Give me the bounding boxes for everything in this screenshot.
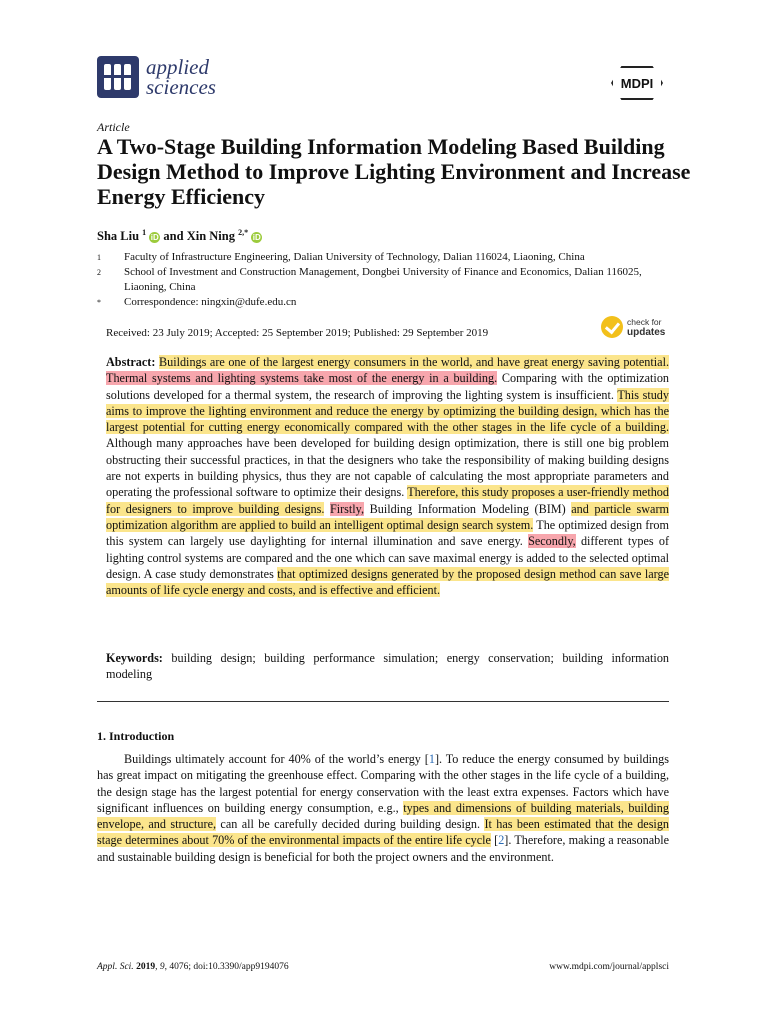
- journal-logo: [97, 56, 216, 98]
- section-heading: 1. Introduction: [97, 729, 175, 743]
- highlight: Secondly,: [528, 534, 576, 549]
- divider: [97, 701, 669, 702]
- orcid-icon[interactable]: iD: [252, 232, 261, 242]
- keywords: Keywords: building design; building performance simulation; energy conservation; building information modeling: [106, 651, 669, 682]
- highlight: Firstly,: [329, 501, 365, 516]
- highlight: Buildings are one of the largest energy consumers in the world, and have great energy saving potential.: [158, 355, 670, 369]
- publication-dates: Received: 23 July 2019; Accepted: 25 September 2019; Published: 29 September 2019: [106, 327, 489, 339]
- author-list: Sha Liu $^1$ iD and Xin Ning $^{2,*}$ iD: [97, 228, 261, 244]
- journal-name: applied sciences: [146, 55, 216, 99]
- citation-link[interactable]: 1: [428, 752, 435, 766]
- publisher-logo: MDPI: [611, 66, 663, 100]
- highlight: This study aims to improve the lighting environment and reduce the energy by optimizing the building design, which has the largest potential for cutting energy economically compared with the other stages in the life cycle of a building.: [106, 387, 669, 435]
- author-name: Sha Liu: [97, 229, 140, 244]
- highlight: and particle swarm optimization algorithm are applied to build an intelligent optimal design search system.: [106, 501, 669, 532]
- affiliations: [97, 250, 657, 310]
- correspondence: * Correspondence: ningxin@dufe.edu.cn: [97, 296, 297, 308]
- introduction-paragraph: Buildings ultimately account for 40% of the world’s energy [1]. To reduce the energy consumed by buildings has great impact on mitigating the greenhouse effect. Comparing with the other stages in the life cycle of a building, the design stage has the largest potential for energy conservation with the least extra expenses. Factors which have significant influences on building energy consumption, e.g., types and dimensions of building materials, building envelope, and structure, can all be carefully decided during building design. It has been estimated that the design stage determines about 70% of the environmental impacts of the entire life cycle [2]. Therefore, making a reasonable and sustainable building design is beneficial for both the project owners and the environment.: [97, 752, 670, 864]
- highlight: types and dimensions of building materials, building envelope, and structure,: [97, 800, 669, 832]
- highlight: Thermal systems and lighting systems take most of the energy in a building.: [106, 371, 498, 386]
- orcid-icon[interactable]: iD: [150, 232, 159, 242]
- paper-title: A Two-Stage Building Information Modeling Based Building Design Method to Improve Lighting Environment and Increase Energy Efficiency: [97, 134, 691, 209]
- author-name: Xin Ning: [186, 229, 235, 244]
- article-type: Article: [97, 120, 130, 134]
- citation-footer: Appl. Sci. 2019, 9, 4076; doi:10.3390/app9194076: [97, 962, 289, 972]
- affiliation-item: 2 School of Investment and Construction Management, Dongbei University of Finance and Economics, Dalian 116025, Liaoning, China: [97, 266, 642, 293]
- citation-link[interactable]: 2: [498, 833, 505, 848]
- highlight: that optimized designs generated by the proposed design method can save large amounts of life cycle energy and costs, and is effective and efficient.: [106, 566, 669, 598]
- highlight: It has been estimated that the design stage determines about 70% of the environmental impacts of the entire life cycle: [97, 817, 670, 848]
- affiliation-item: 1 Faculty of Infrastructure Engineering, Dalian University of Technology, Dalian 116024, Liaoning, China: [97, 251, 585, 263]
- journal-url[interactable]: www.mdpi.com/journal/applsci: [549, 962, 669, 972]
- checkmark-icon: [601, 316, 623, 338]
- journal-logo-icon: [97, 56, 139, 98]
- highlight: Therefore, this study proposes a user-friendly method for designers to improve building designs.: [106, 485, 669, 516]
- check-for-updates-badge[interactable]: check for updates: [601, 316, 665, 338]
- abstract: Abstract: Buildings are one of the largest energy consumers in the world, and have great energy saving potential. Thermal systems and lighting systems take most of the energy in a building. Comparing with the optimization solutions developed for a thermal system, the research of improving the lighting system is insufficient. This study aims to improve the lighting environment and reduce the energy by optimizing the building design, which has the largest potential for cutting energy economically compared with the other stages in the life cycle of a building. Although many approaches have been developed for building design optimization, there is still one big problem obstructing their successful practices, in that the designers who take the responsibility of making building designs are not experts in building physics, thus they are not capable of calculating the most appropriate parameters and operating the professional software to optimize their designs. Therefore, this study proposes a user-friendly method for designers to improve building designs. Firstly, Building Information Modeling (BIM) and particle swarm optimization algorithm are applied to build an intelligent optimal design search system. The optimized design from this system can largely use daylighting for internal illumination and save energy. Secondly, different types of lighting control systems are compared and the one which can save maximal energy is added to the selected optimal design. A case study demonstrates that optimized designs generated by the proposed design method can save large amounts of life cycle energy and costs, and is effective and efficient.: [106, 355, 670, 598]
